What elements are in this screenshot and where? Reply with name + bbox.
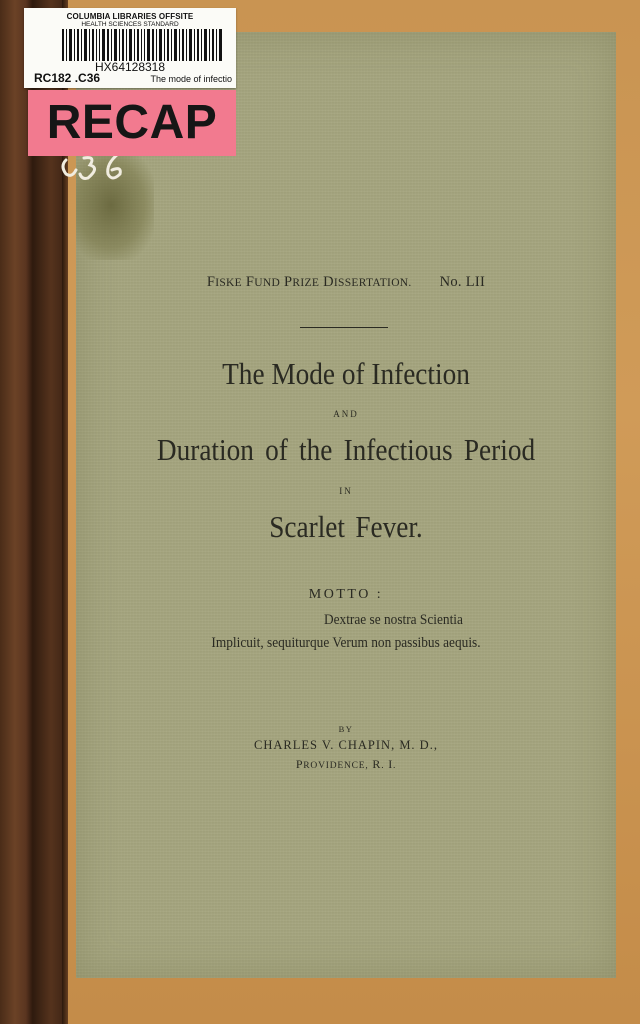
- series-line: [76, 274, 616, 291]
- library-label: [24, 8, 236, 88]
- title-rule: [300, 327, 388, 328]
- title-line-1: The Mode of Infection: [222, 356, 470, 391]
- author-name: CHARLES V. CHAPIN, M. D.,: [254, 738, 438, 752]
- cover-cloth: [76, 32, 616, 978]
- title-line-3: Scarlet Fever.: [269, 509, 423, 544]
- label-library-name: COLUMBIA LIBRARIES OFFSITE: [66, 12, 194, 21]
- series-number: No. LII: [439, 274, 486, 290]
- label-collection: HEALTH SCIENCES STANDARD: [81, 21, 179, 28]
- byline-label: BY: [338, 724, 354, 734]
- motto-line-1: Dextrae se nostra Scientia: [324, 612, 463, 628]
- motto-line-2: Implicuit, sequiturque Verum non passibus aequis.: [211, 635, 481, 651]
- label-call-number: RC182 .C36: [34, 71, 101, 85]
- series-title: FISKE FUND PRIZE DISSERTATION.: [206, 274, 412, 290]
- barcode-icon: [62, 29, 224, 61]
- motto-label: MOTTO :: [308, 587, 384, 602]
- recap-sticker: RECAP: [28, 90, 236, 156]
- title-preposition: IN: [339, 486, 353, 496]
- title-conjunction: AND: [333, 409, 359, 419]
- label-barcode-number: HX64128318: [94, 60, 166, 74]
- title-line-2: Duration of the Infectious Period: [156, 432, 536, 467]
- label-short-title: The mode of infectio: [150, 74, 232, 84]
- author-place: PROVIDENCE, R. I.: [295, 757, 397, 771]
